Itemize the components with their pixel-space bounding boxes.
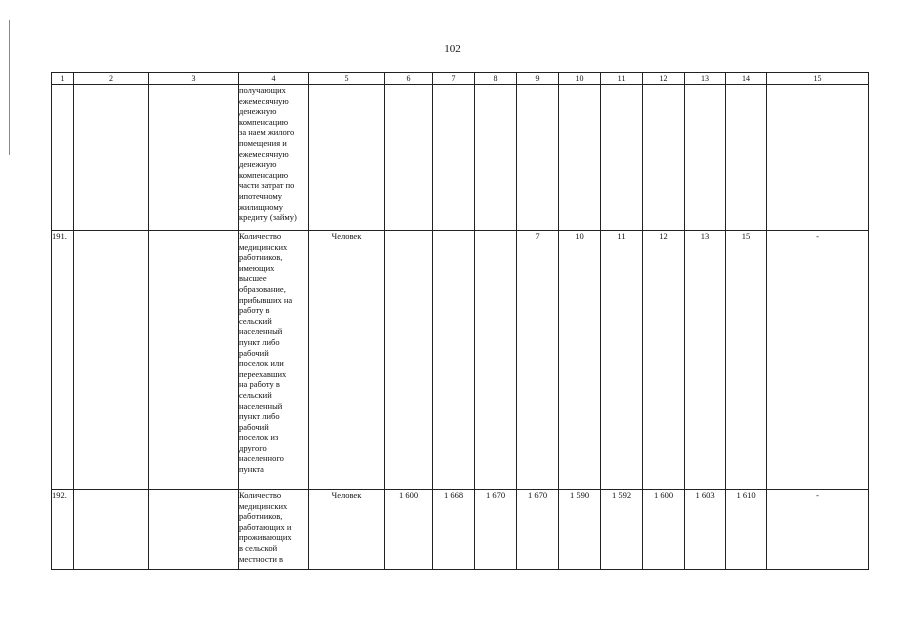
table-cell [149,490,239,570]
value-cell [475,231,517,490]
text-line: ипотечному [239,190,283,201]
value-cell: 15 [726,231,767,490]
value-cell [685,85,726,231]
value-cell: 12 [643,231,685,490]
text-line: денежную [239,159,277,170]
text-line: пункт либо [239,336,280,347]
text-line: работников, [239,511,283,522]
column-header: 8 [475,73,517,85]
text-line: ежемесячную [239,148,289,159]
text-line: пункта [239,464,264,475]
data-table [51,72,869,570]
text-line: образование, [239,283,286,294]
value-cell [726,85,767,231]
column-header: 12 [643,73,685,85]
value-cell [433,231,475,490]
value-cell: 13 [685,231,726,490]
column-header: 14 [726,73,767,85]
column-header: 5 [309,73,385,85]
column-header: 2 [74,73,149,85]
value-cell: 1 670 [517,490,559,570]
value-cell [559,85,601,231]
value-cell [475,85,517,231]
text-line: высшее [239,273,267,284]
left-margin-line [9,20,10,155]
text-line: на работу в [239,379,280,390]
column-header: 10 [559,73,601,85]
unit-cell: Человек [309,490,385,570]
row-number: 192. [52,490,74,570]
text-line: медицинских [239,241,288,252]
text-line: части затрат по [239,180,295,191]
indicator-name [239,490,309,570]
text-line: местности в [239,553,284,564]
table-cell [74,85,149,231]
column-header: 15 [767,73,869,85]
text-line: рабочий [239,347,269,358]
row-number: 191. [52,231,74,490]
value-cell [433,85,475,231]
text-line: поселок из [239,432,279,443]
text-line: компенсацию [239,169,289,180]
column-header: 1 [52,73,74,85]
text-line: работающих и [239,521,292,532]
text-line: за наем жилого [239,127,295,138]
text-line: пункт либо [239,411,280,422]
table-cell [74,490,149,570]
table-cell [149,231,239,490]
source-cell: - [767,490,869,570]
page-number: 102 [444,43,461,55]
text-line: имеющих [239,262,275,273]
value-cell [517,85,559,231]
text-line: рабочий [239,421,269,432]
source-cell: - [767,231,869,490]
table-cell [74,231,149,490]
text-line: проживающих [239,532,292,543]
text-line: ежемесячную [239,95,289,106]
table-cell [149,85,239,231]
indicator-name [239,231,309,490]
value-cell: 1 600 [643,490,685,570]
value-cell: 10 [559,231,601,490]
unit-cell [309,85,385,231]
value-cell: 1 603 [685,490,726,570]
row-number [52,85,74,231]
column-header: 4 [239,73,309,85]
value-cell: 1 668 [433,490,475,570]
value-cell: 1 590 [559,490,601,570]
text-line: медицинских [239,500,288,511]
value-cell: 1 610 [726,490,767,570]
text-line: помещения и [239,137,287,148]
table-row [52,490,869,570]
text-line: Количество [239,231,282,241]
table-row [52,85,869,231]
value-cell: 1 670 [475,490,517,570]
text-line: населенный [239,400,283,411]
text-line: денежную [239,106,277,117]
text-line: работу в [239,305,270,316]
column-header: 13 [685,73,726,85]
source-cell [767,85,869,231]
header-row [52,73,869,85]
value-cell [385,231,433,490]
value-cell: 1 592 [601,490,643,570]
text-line: компенсацию [239,116,289,127]
value-cell: 7 [517,231,559,490]
value-cell [601,85,643,231]
value-cell [385,85,433,231]
text-line: Количество [239,490,282,500]
text-line: прибывших на [239,294,293,305]
text-line: в сельской [239,542,278,553]
column-header: 3 [149,73,239,85]
text-line: получающих [239,85,286,95]
table-row [52,231,869,490]
unit-cell: Человек [309,231,385,490]
text-line: кредиту (займу) [239,212,297,223]
value-cell [643,85,685,231]
column-header: 9 [517,73,559,85]
text-line: другого [239,442,267,453]
text-line: населенного [239,453,284,464]
value-cell: 1 600 [385,490,433,570]
text-line: переехавших [239,368,287,379]
text-line: сельский [239,389,272,400]
column-header: 6 [385,73,433,85]
text-line: работников, [239,252,283,263]
column-header: 7 [433,73,475,85]
text-line: сельский [239,315,272,326]
text-line: жилищному [239,201,284,212]
text-line: поселок или [239,358,284,369]
value-cell: 11 [601,231,643,490]
column-header: 11 [601,73,643,85]
indicator-name [239,85,309,231]
text-line: населенный [239,326,283,337]
